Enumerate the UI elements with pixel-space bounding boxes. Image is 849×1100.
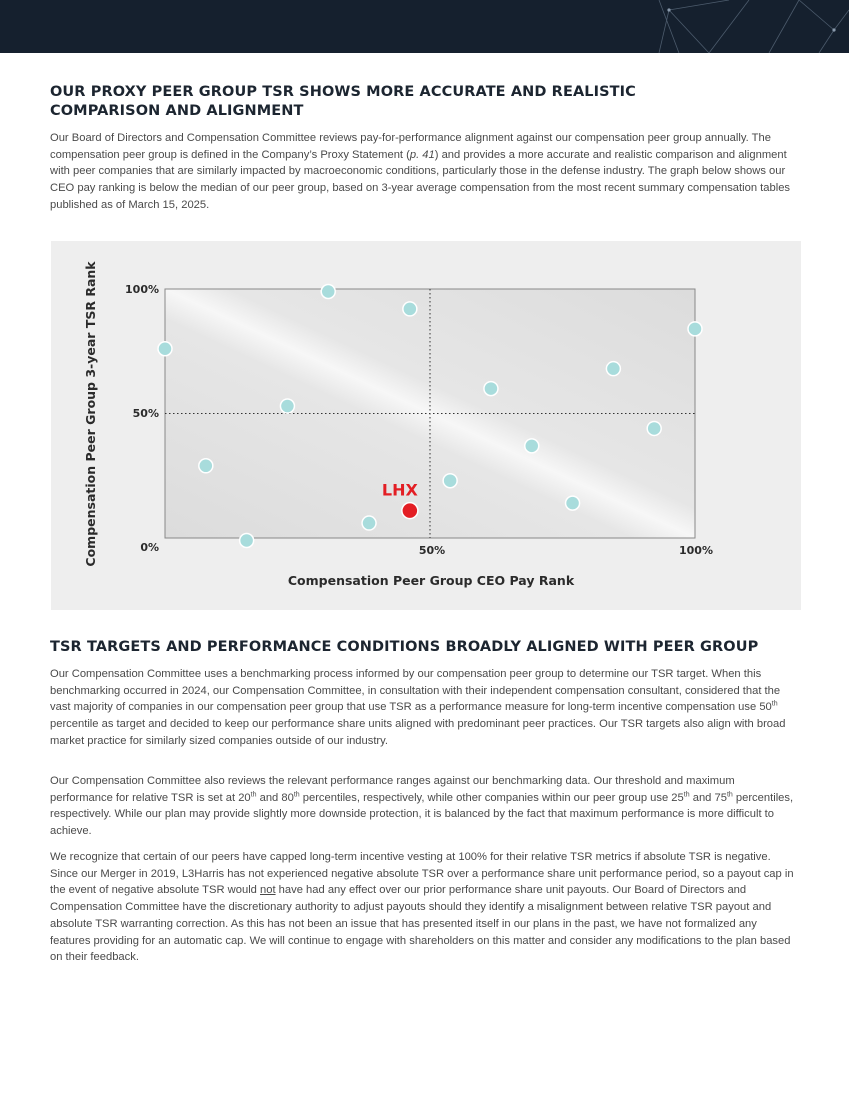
p3-text-a: We recognize that certain of our peers have capped long-term incentive vesting at 100% for their relative TSR metrics if absolute TSR is negative. Since our Merger in 2019, L3Harris has not experienced negative absolute TSR over a performance share unit performance period, so a payout cap in the event of negative absolute TSR would: [50, 851, 794, 897]
p3-not-underlined: not: [260, 884, 276, 897]
p1-sup: th: [771, 700, 778, 708]
peer-point-11: [566, 496, 580, 510]
peer-point-5: [321, 284, 335, 298]
peer-point-1: [158, 342, 172, 356]
x-tick-100: 100%: [679, 544, 713, 557]
peer-point-2: [199, 459, 213, 473]
intro-text-a: Our Board of Directors and Compensation Committee reviews pay-for-performance alignment against our compensation peer group annually. The compensation peer group is defined in the Company’s Proxy Statement (: [50, 132, 771, 161]
x-axis-label: Compensation Peer Group CEO Pay Rank: [287, 573, 575, 588]
peer-point-3: [240, 533, 254, 547]
peer-point-4: [280, 399, 294, 413]
p1-text-a: Our Compensation Committee uses a benchmarking process informed by our compensation peer group to determine our TSR target. When this benchmarking occurred in 2024, our Compensation Committee, in consultation with their independent compensation consultant, considered that the vast majority of companies in our compensation peer group that use TSR as a performance measure for long-term incentive compensation use 50: [50, 668, 781, 714]
scatter-chart-panel: [51, 241, 801, 610]
p2-sup3: th: [683, 790, 690, 798]
y-tick-0: 0%: [140, 541, 159, 554]
intro-paragraph: [50, 130, 799, 214]
peer-point-12: [606, 362, 620, 376]
peer-point-8: [443, 474, 457, 488]
header-bar: [0, 0, 849, 53]
lhx-label: LHX: [381, 480, 418, 500]
y-tick-50: 50%: [132, 407, 159, 420]
paragraph-performance-ranges: [50, 773, 799, 840]
p2-text-a: Our Compensation Committee also reviews the relevant performance ranges against our benchmarking data. Our threshold and maximum performance for relative TSR is set at 20: [50, 775, 735, 804]
y-axis-label: Compensation Peer Group 3-year TSR Rank: [83, 261, 98, 567]
p1-text-b: percentile as target and decided to keep our performance share units aligned with predominant peer practices. Our TSR targets also align with broad market practice for similarly sized companies outside of our industry.: [50, 718, 786, 747]
p2-sup1: th: [250, 790, 257, 798]
peer-point-14: [688, 322, 702, 336]
intro-page-ref: p. 41: [409, 148, 435, 161]
section-heading-tsr-targets: TSR TARGETS AND PERFORMANCE CONDITIONS BROADLY ALIGNED WITH PEER GROUP: [50, 639, 759, 655]
paragraph-benchmarking: [50, 666, 799, 750]
network-lines-decoration: [649, 0, 849, 53]
p2-text-e: percentiles, respectively. While our plan may provide slightly more downside protection, it is balanced by the fact that maximum performance is more difficult to achieve.: [50, 791, 794, 838]
lhx-point: [402, 503, 418, 519]
intro-text-b: ) and provides a more accurate and realistic comparison and alignment with peer companies that are similarly impacted by macroeconomic conditions, particularly those in the defense industry. The graph below shows our CEO pay ranking is below the median of our peer group, based on 3-year average compensation from the most recent summary compensation tables published as of March 15, 2025.: [50, 148, 791, 211]
p3-text-b: have had any effect over our prior performance share unit payouts. Our Board of Directors and Compensation Committee have the discretionary authority to adjust payouts should they identify a misalignment between relative TSR payout and absolute TSR warranting correction. As this has not been an issue that has presented itself in our plans in the past, we have not formalized any features providing for an automatic cap. We will continue to engage with shareholders on this matter and consider any modifications to the plan based on their feedback.: [50, 884, 791, 964]
p2-sup2: th: [293, 790, 300, 798]
paragraph-capped-vesting: [50, 849, 799, 966]
p2-sup4: th: [726, 790, 733, 798]
peer-point-7: [403, 302, 417, 316]
section-heading-proxy-peer: OUR PROXY PEER GROUP TSR SHOWS MORE ACCURATE AND REALISTIC COMPARISON AND ALIGNMENT: [50, 84, 636, 119]
p2-text-d: and 75: [689, 791, 727, 804]
tsr-vs-pay-scatter-chart: [51, 241, 801, 610]
p2-text-c: percentiles, respectively, while other companies within our peer group use 25: [299, 791, 684, 804]
peer-point-13: [647, 421, 661, 435]
peer-point-9: [484, 382, 498, 396]
peer-point-10: [525, 439, 539, 453]
x-tick-50: 50%: [418, 544, 446, 557]
peer-point-6: [362, 516, 376, 530]
p2-text-b: and 80: [256, 791, 294, 804]
y-tick-100: 100%: [125, 283, 159, 296]
